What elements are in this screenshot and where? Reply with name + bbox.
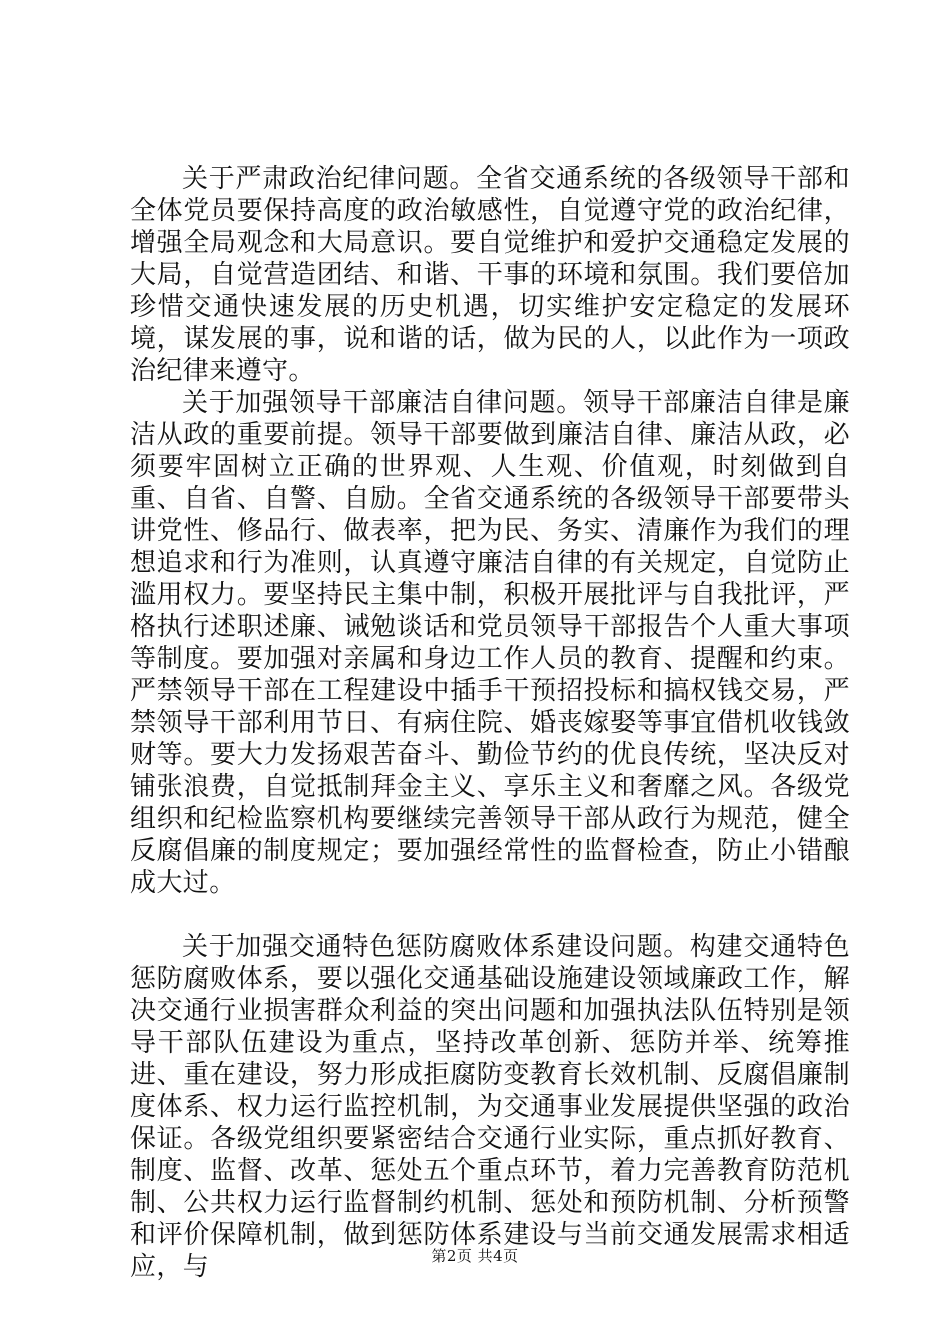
paragraph-political-discipline: 关于严肃政治纪律问题。全省交通系统的各级领导干部和全体党员要保持高度的政治敏感性，自觉遵守党的政治纪律，增强全局观念和大局意识。要自觉维护和爱护交通稳定发展的大局，自觉营造团结、和谐、干事的环境和氛围。我们要倍加珍惜交通快速发展的历史机遇，切实维护安定稳定的发展环境，谋发展的事，说和谐的话，做为民的人，以此作为一项政治纪律来遵守。 (130, 164, 850, 386)
paragraph-anti-corruption-system: 关于加强交通特色惩防腐败体系建设问题。构建交通特色惩防腐败体系，要以强化交通基础设施建设领域廉政工作，解决交通行业损害群众利益的突出问题和加强执法队伍特别是领导干部队伍建设为重点，坚持改革创新、惩防并举、统筹推进、重在建设，努力形成拒腐防变教育长效机制、反腐倡廉制度体系、权力运行监控机制，为交通事业发展提供坚强的政治保证。各级党组织要紧密结合交通行业实际，重点抓好教育、制度、监督、改革、惩处五个重点环节，着力完善教育防范机制、公共权力运行监督制约机制、惩处和预防机制、分析预警和评价保障机制，做到惩防体系建设与当前交通发展需求相适应，与 (130, 932, 850, 1282)
document-body (130, 163, 850, 1283)
page-number-footer: 第2页 共4页 (431, 1247, 519, 1265)
paragraph-self-discipline: 关于加强领导干部廉洁自律问题。领导干部廉洁自律是廉洁从政的重要前提。领导干部要做到廉洁自律、廉洁从政，必须要牢固树立正确的世界观、人生观、价值观，时刻做到自重、自省、自警、自励。全省交通系统的各级领导干部要带头讲党性、修品行、做表率，把为民、务实、清廉作为我们的理想追求和行为准则，认真遵守廉洁自律的有关规定，自觉防止滥用权力。要坚持民主集中制，积极开展批评与自我批评，严格执行述职述廉、诫勉谈话和党员领导干部报告个人重大事项等制度。要加强对亲属和身边工作人员的教育、提醒和约束。严禁领导干部在工程建设中插手干预招投标和搞权钱交易，严禁领导干部利用节日、有病住院、婚丧嫁娶等事宜借机收钱敛财等。要大力发扬艰苦奋斗、勤俭节约的优良传统，坚决反对铺张浪费，自觉抵制拜金主义、享乐主义和奢靡之风。各级党组织和纪检监察机构要继续完善领导干部从政行为规范，健全反腐倡廉的制度规定；要加强经常性的监督检查，防止小错酿成大过。 (130, 388, 850, 898)
